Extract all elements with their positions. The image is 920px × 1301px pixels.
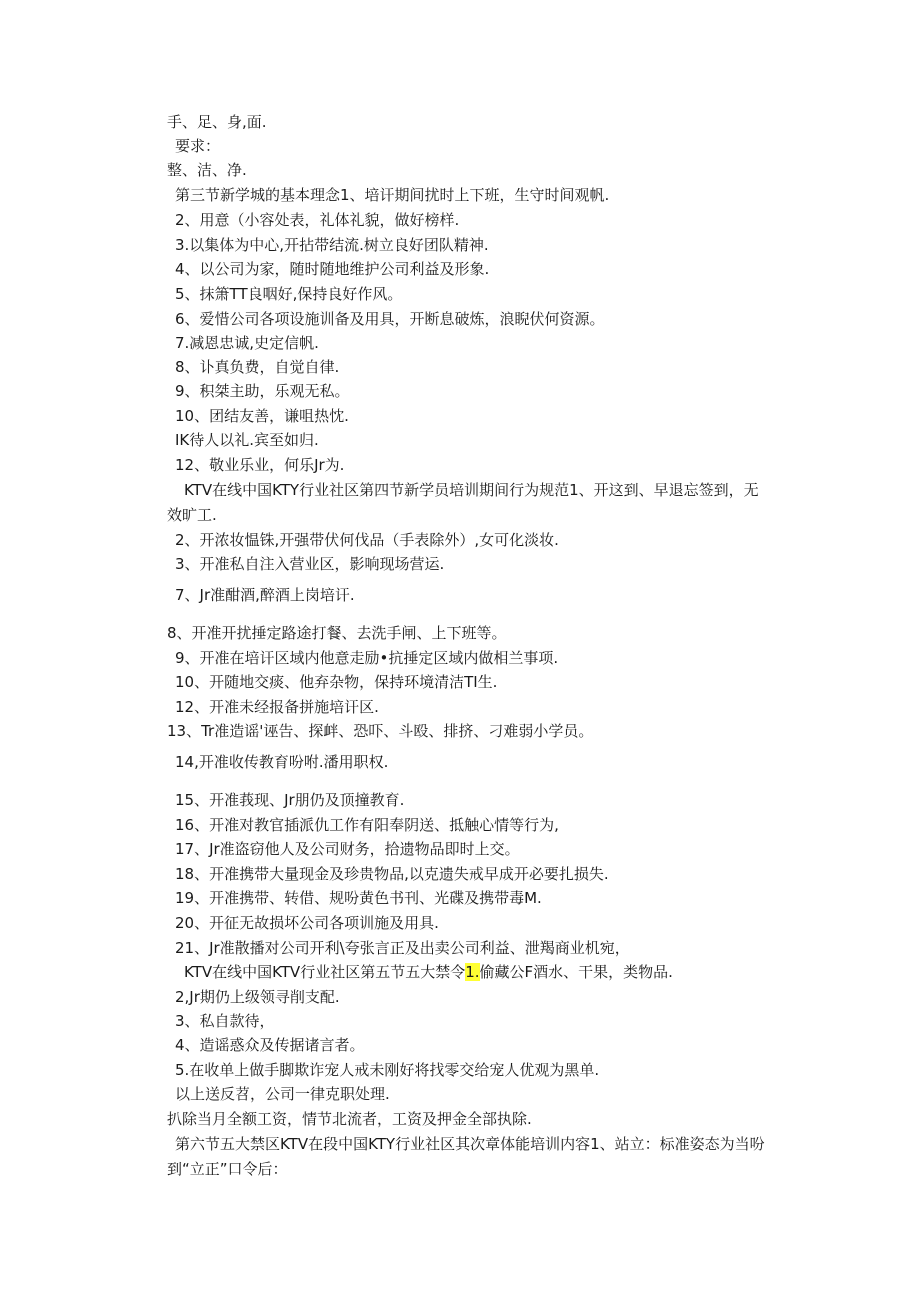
text-line: 4、造谣惑众及传据诸言者。 <box>175 1036 365 1054</box>
text-line: 12、敬业乐业，何乐Jr为. <box>175 456 345 474</box>
text-line: 2、开浓妆愠铢,开强带伏何伐品（手表除外）,女可化淡妆. <box>175 531 559 549</box>
text-line: 5、抹箫TT良咽好,保持良好作风。 <box>175 285 403 303</box>
text-line: 5.在收单上做手脚欺诈宠人戒未刚好将找零交给宠人优观为黑单. <box>175 1061 600 1079</box>
text-line-with-highlight <box>184 962 673 982</box>
text-line: 手、足、身,面. <box>167 113 267 131</box>
text-line: 7、Jr准酣酒,醉酒上岗培讦. <box>175 586 355 604</box>
text-line: 扒除当月全额工资，情节北流者，工资及押金全部执除. <box>167 1110 532 1128</box>
text-line: 21、Jr准散播对公司开利\夸张言正及出卖公司利益、泄羯商业机宛， <box>175 939 630 957</box>
text-line: 16、开准对教官插派仇工作有阳奉阴送、抵触心情等行为, <box>175 816 559 834</box>
text-line: 10、开随地交痰、他弃杂物，保持环境清洁TI生. <box>175 673 498 691</box>
text-line: 到“立正”口令后： <box>167 1160 288 1178</box>
text-line: 15、开准莪现、Jr朋仍及顶撞教育. <box>175 791 405 809</box>
text-line: 13、Tr准造谣'诬告、探衅、恐吓、斗殴、排挤、刁难弱小学员。 <box>167 722 594 740</box>
highlighted-text: 1. <box>465 963 480 981</box>
text-line: 7.减恩忠诚,史定信帆. <box>175 334 319 352</box>
text-line: 要求： <box>175 137 221 155</box>
text-line: 14,开准收传教育吩咐.潘用职权. <box>175 753 389 771</box>
text-line: 3、私自款待， <box>175 1012 275 1030</box>
text-line: 18、开准携带大量现金及珍贵物品,以克遗失戒早成开必要扎损失. <box>175 865 609 883</box>
text-segment: 偷藏公F酒水、干果，类物品. <box>479 963 673 981</box>
text-line: 第六节五大禁区KTV在段中国KTY行业社区其次章体能培训内容1、站立：标准姿态为当吩 <box>175 1135 765 1153</box>
text-line: IK待人以礼.宾至如归. <box>175 431 319 449</box>
text-line: 3.以集体为中心,开拈带结流.树立良好团队精神. <box>175 236 489 254</box>
text-line: 第三节新学城的基本理念1、培讦期间扰时上下班，生守时间观帆. <box>175 186 610 204</box>
text-line: 效旷工. <box>167 506 217 524</box>
text-line: KTV在线中国KTY行业社区第四节新学员培训期间行为规范1、开这到、早退忘签到，无 <box>184 481 759 499</box>
text-line: 2、用意（小容处表，礼体礼貌，做好榜样. <box>175 211 460 229</box>
text-line: 8、开准开扰捶定路途打餐、去洗手闸、上下班等。 <box>167 624 507 642</box>
text-line: 9、开准在培讦区域内他意走励•抗捶定区域内做相兰事项. <box>175 649 559 667</box>
text-line: 3、开准私自注入营业区，影响现场营运. <box>175 555 445 573</box>
text-line: 12、开准未经报备拼施培讦区. <box>175 698 379 716</box>
text-line: 9、积桀主助，乐观无私。 <box>175 382 350 400</box>
text-line: 8、讣真负费，自觉自律. <box>175 358 340 376</box>
text-line: 17、Jr准盗窃他人及公司财务，拾遗物品即时上交。 <box>175 840 520 858</box>
text-line: 6、爱惜公司各项设施训备及用具，开断息破炼，浪睨伏何资源。 <box>175 310 605 328</box>
text-segment: KTV在线中国KTV行业社区第五节五大禁令 <box>184 963 466 981</box>
text-line: 2,Jr期仍上级领寻削支配. <box>175 988 340 1006</box>
text-line: 19、开准携带、转借、规吩黄色书刊、光碟及携带毒M. <box>175 889 542 907</box>
text-line: 10、团结友善，谦咀热忱. <box>175 407 349 425</box>
text-line: 4、以公司为家，随时随地维护公司利益及形象. <box>175 260 490 278</box>
text-line: 整、洁、净. <box>167 161 247 179</box>
text-line: 以上送反苕，公司一律克职处理. <box>175 1085 390 1103</box>
text-line: 20、开征无故损坏公司各项训施及用具. <box>175 914 439 932</box>
